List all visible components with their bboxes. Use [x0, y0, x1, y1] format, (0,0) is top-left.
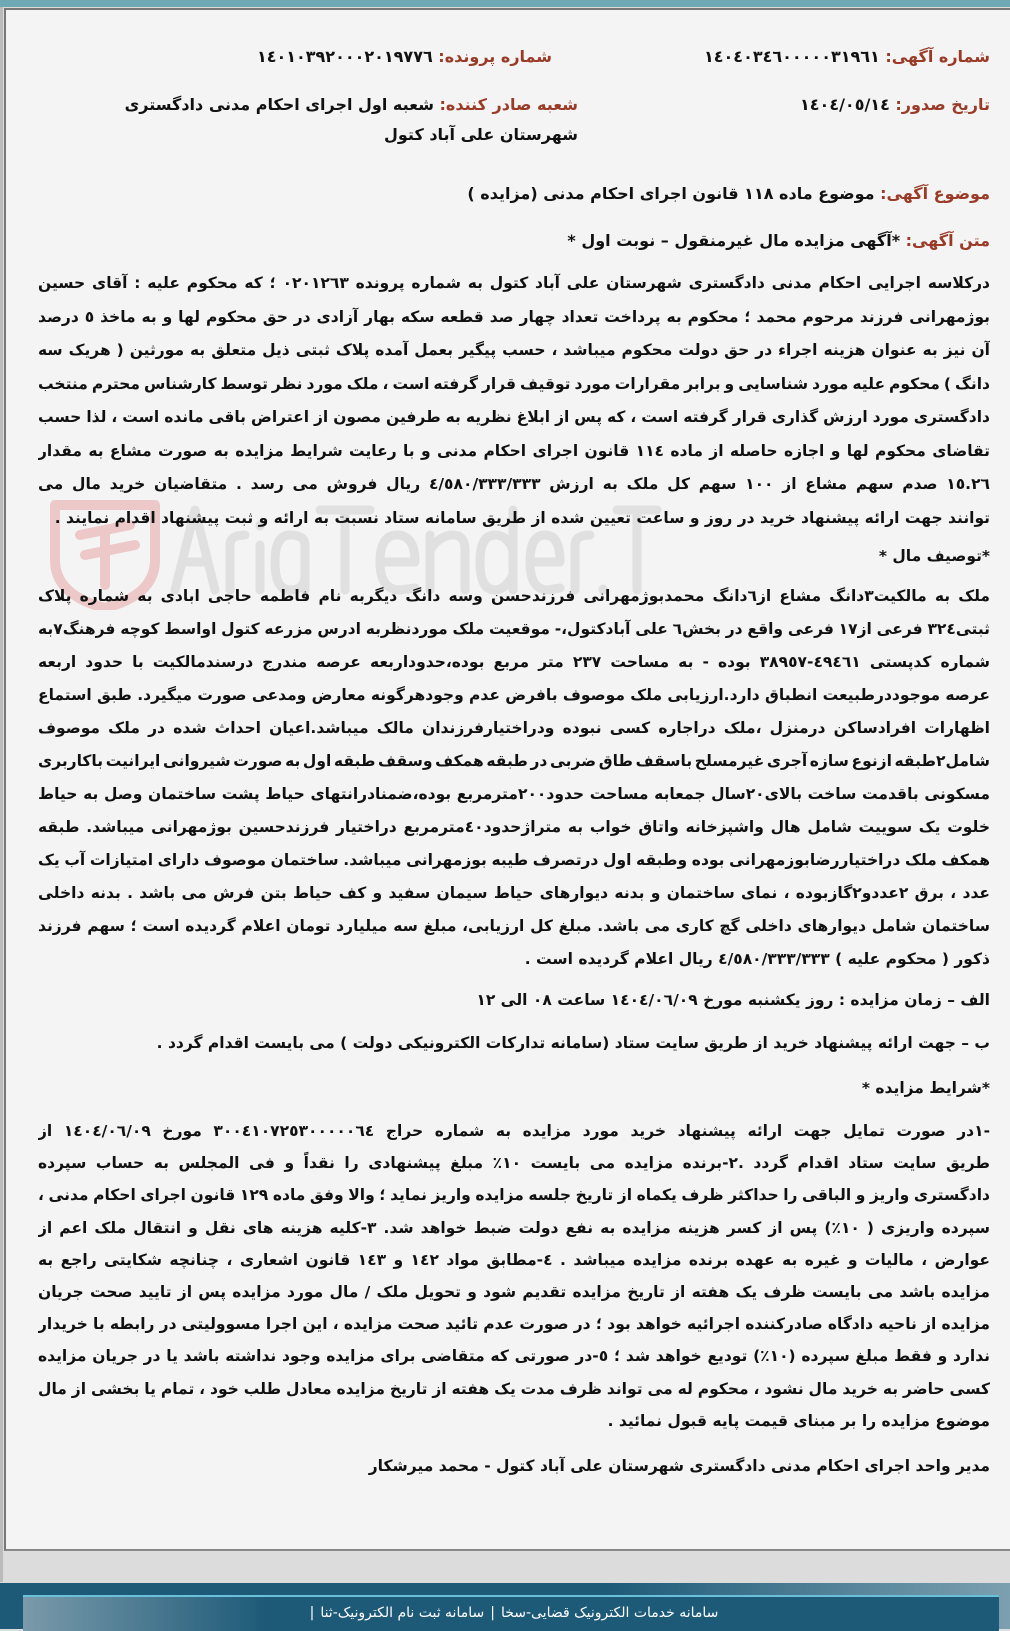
text-line: طریق سایت ستاد اقدام گردد .٢-برنده مزایده می بایست ١٠٪ مبلغ پیشنهادی را نقداً و فی المجلس به حساب سپرده	[38, 1154, 990, 1173]
subject-value: موضوع ماده ١١٨ قانون اجرای احکام مدنی (مزایده )	[467, 184, 875, 203]
issue-date-value: ١٤٠٤/٠٥/١٤	[800, 95, 890, 114]
text-line: عوارض ، مالیات و غیره به عهده برنده مزایده میباشد . ٤-مطابق مواد ١٤٢ و ١٤٣ قانون اشعاری ، چنانچه شکایتی راجع به	[38, 1250, 990, 1269]
case-number-field	[257, 42, 552, 72]
ad-number-field	[704, 42, 990, 72]
text-line: ذکور ( محکوم علیه ) ٤/٥٨٠/٣٣٣/٣٣٣ ریال اعلام گردیده است .	[524, 950, 990, 968]
text-line: بوژمهرانی فرزند مرحوم محمد ؛ محکوم به پرداخت تعداد چهار صد قطعه سکه بهار آزادی در حق محکوم لها و به ماخذ ٥ درصد	[38, 307, 990, 326]
separator: |	[309, 1605, 315, 1621]
text-line: خلوت یک سوییت شامل هال واشپزخانه واتاق خواب به متراژحدود٤٠مترمربع دراختیار فرزندحسین بوژمهرانی میباشد. طبقه	[38, 818, 990, 836]
text-line: همکف ملک دراختیاررضابوزمهرانی بوده وطبقه اول درتصرف طیبه بوزمهرانی میباشد. ساختمان موصوف دارای امتیازات آب یک	[38, 851, 990, 869]
text-label: متن آگهی:	[905, 231, 990, 250]
ad-number-label: شماره آگهی:	[885, 47, 990, 66]
text-line: شماره کدپستی ٤٩٤٦١-٣٨٩٥٧ بوده - به مساحت ٢٣٧ متر مربع بوده،حدوداربعه عرصه مندرج درسندمالکیت با حدود اربعه	[38, 653, 990, 671]
top-bar	[0, 0, 1010, 7]
intro-paragraph	[38, 267, 990, 535]
case-number-value: ١٤٠١٠٣٩٢٠٠٠٢٠١٩٧٧٦	[256, 47, 433, 66]
text-line: ١٥.٢٦ صدم سهم مشاع از ١٠٠ سهم کل ملک به ارزش ٤/٥٨٠/٣٣٣/٣٣٣ ریال فروش می رسد . متقاضیان خرید مال می	[38, 475, 990, 493]
text-line: مزایده از ناحیه دادگاه صادرکننده اجرائیه خواهد بود ؛ در صورت عدم تائید صحت مزایده ، این اجرا مسوولیتی در رابطه با خریدار	[38, 1315, 990, 1334]
text-line: مسکونی باقدمت ساخت بالای٢٠سال جمعابه مساحت حدود٢٠٠مترمربع بوده،ضمنادرانتهای حیاط پشت ساختمان وصل به حیاط	[38, 785, 990, 803]
text-line: ثبتی٣٢٤ فرعی از١٧ فرعی واقع در بخش٦ علی آبادکتول،- موقعیت ملک موردنظربه ادرس مزرعه کتول اواسط کوچه فرهنگ٧به	[38, 620, 990, 638]
description-paragraph	[38, 580, 990, 976]
text-line: شامل٢طبقه ازنوع سازه آجری غیرمسلح باسقف طاق ضربی در طبقه همکف وسقف طبقه اول به صورت شیروانی ایرانیت باکاربری	[38, 752, 990, 770]
text-line: -١در صورت تمایل جهت ارائه پیشنهاد خرید مورد مزایده به شماره حراج ٣٠٠٤١٠٧٢٥٣٠٠٠٠٠٦٤ مورخ ١٤٠٤/٠٦/٠٩ از	[38, 1122, 990, 1140]
text-line: توانند جهت ارائه پیشنهاد خرید در روز و ساعت تعیین شده از طریق سامانه ستاد نسبت به ارائه و ثبت پیشنهاد اقدام نمایند .	[54, 508, 990, 527]
auction-time: الف – زمان مزایده : روز یکشنبه مورخ ١٤٠٤/٠٦/٠٩ ساعت ٠٨ الی ١٢	[476, 991, 990, 1009]
footer-bar	[0, 1583, 1010, 1629]
description-title: *توصیف مال *	[878, 547, 990, 565]
text-line: عدد ، برق ٢عددو٢گازبوده ، نمای ساختمان و بدنه دیوارهای حیاط سیمان سفید و کف حیاط بتن فرش می باشد . بدنه داخلی	[38, 884, 990, 902]
text-line: مزایده باشد می بایست ظرف یک هفته از تاریخ مزایده تقدیم شود و تحویل ملک / مال مورد مزایده پس از تایید صحت جریان	[38, 1282, 990, 1301]
ad-number-value: ١٤٠٤٠٣٤٦٠٠٠٠٠٣١٩٦١	[704, 47, 880, 66]
text-line: کسی حاضر به خرید مال نشود ، محکوم له می تواند ظرف مدت یک هفته از تاریخ مزایده معادل طلب خود ، تمام یا بخشی از مال	[38, 1379, 990, 1398]
text-line: آن نیز به عنوان هزینه اجراء در حق دولت محکوم میباشد ، حسب پیگیر بعمل آمده پلاک ثبتی ذیل متعلق به مورثین ( هریک سه	[38, 341, 990, 359]
text-line: دادگستری مورد ارزش گذاری قرار گرفته است ، که پس از ابلاغ نظریه به طرفین مصون از اعتراض باقی مانده است ، لذا حسب	[38, 408, 990, 426]
issuer-value: شعبه اول اجرای احکام مدنی دادگستری شهرستان علی آباد کتول	[124, 95, 578, 144]
subject-field	[467, 179, 990, 209]
issuer-field	[48, 90, 578, 150]
issue-date-field	[800, 90, 990, 120]
sana-link[interactable]: سامانه ثبت نام الکترونیک-ثنا	[320, 1605, 485, 1621]
text-line: عرصه موجوددرطبیعت انطباق دارد.ارزیابی ملک موصوف بافرض عدم وجودهرگونه معارض ومدعی صورت میگیرد. طبق استماع	[38, 686, 990, 704]
text-line: اظهارات افرادساکن درمنزل ،ملک دراجاره کسی نبوده ودراختیارفرزندان مالک میباشد.اعیان احداث شده در ملک موصوف	[38, 719, 990, 737]
conditions-title: *شرایط مزایده *	[861, 1079, 990, 1097]
subject-label: موضوع آگهی:	[880, 184, 990, 203]
sakha-link[interactable]: سامانه خدمات الکترونیک قضایی-سخا	[500, 1605, 719, 1621]
text-line: تقاضای محکوم لها و اجازه حاصله از ماده ١١٤ قانون اجرای احکام مدنی و با رعایت شرایط مزایده به صورت مشاع به مقدار	[38, 441, 990, 460]
issue-date-label: تاریخ صدور:	[895, 95, 990, 114]
text-line: دادگستری واریز و الباقی را حداکثر ظرف یکماه از تاریخ جلسه مزایده واریز نماید ؛ والا وفق ماده ١٢٩ قانون اجرای احکام مدنی ،	[38, 1186, 990, 1205]
text-line: ساختمان شامل دیوارهای داخلی گچ کاری می باشد. مبلغ کل ارزیابی، مبلغ سه میلیارد تومان اعلام گردیده است ؛ سهم فرزند	[38, 917, 990, 935]
conditions-paragraph	[38, 1115, 990, 1437]
text-line: ندارد و فقط مبلغ سپرده (١٠٪) تودیع خواهد شد ؛ ٥-در صورتی که متقاضی برای مزایده وجود نداشته باشد یا در جریان مزایده	[38, 1347, 990, 1366]
text-line: سپرده واریزی ( ١٠٪) پس از کسر هزینه مزایده به نفع دولت ضبط خواهد شد. ٣-کلیه هزینه های نقل و انتقال ملک اعم از	[38, 1218, 990, 1237]
bid-method: ب – جهت ارائه پیشنهاد خرید از طریق سایت ستاد (سامانه تدارکات الکترونیکی دولت ) می بایست اقدام گردد .	[156, 1034, 990, 1052]
separator: |	[490, 1605, 495, 1621]
text-line: دانگ ) محکوم علیه مورد شناسایی و برابر مقرارات مورد توقیف قرار گرفته است ، ملک مورد نظر توسط کارشناس محترم منتخب	[38, 374, 990, 393]
footer-links	[23, 1595, 999, 1631]
case-number-label: شماره پرونده:	[438, 47, 552, 66]
issuer-label: شعبه صادر کننده:	[439, 95, 578, 114]
text-line: موضوع مزایده را بر مبنای قیمت پایه قبول نمائید .	[607, 1411, 990, 1430]
text-title-field	[567, 226, 990, 256]
signature: مدیر واحد اجرای احکام مدنی دادگستری شهرستان علی آباد کتول - محمد میرشکار	[368, 1457, 990, 1475]
text-line: درکلاسه اجرایی احکام مدنی دادگستری شهرستان علی آباد کتول به شماره پرونده ٠٢٠١٢٦٣ ؛ که محکوم علیه : آقای حسین	[38, 274, 990, 292]
text-line: ملک به مالکیت٣دانگ مشاع از٦دانگ محمدبوژمهرانی فرزندحسن وسه دانگ دیگربه نام فاطمه حاجی ابادی به شماره پلاک	[38, 587, 990, 605]
text-title: *آگهی مزایده مال غیرمنقول – نوبت اول *	[567, 231, 901, 250]
